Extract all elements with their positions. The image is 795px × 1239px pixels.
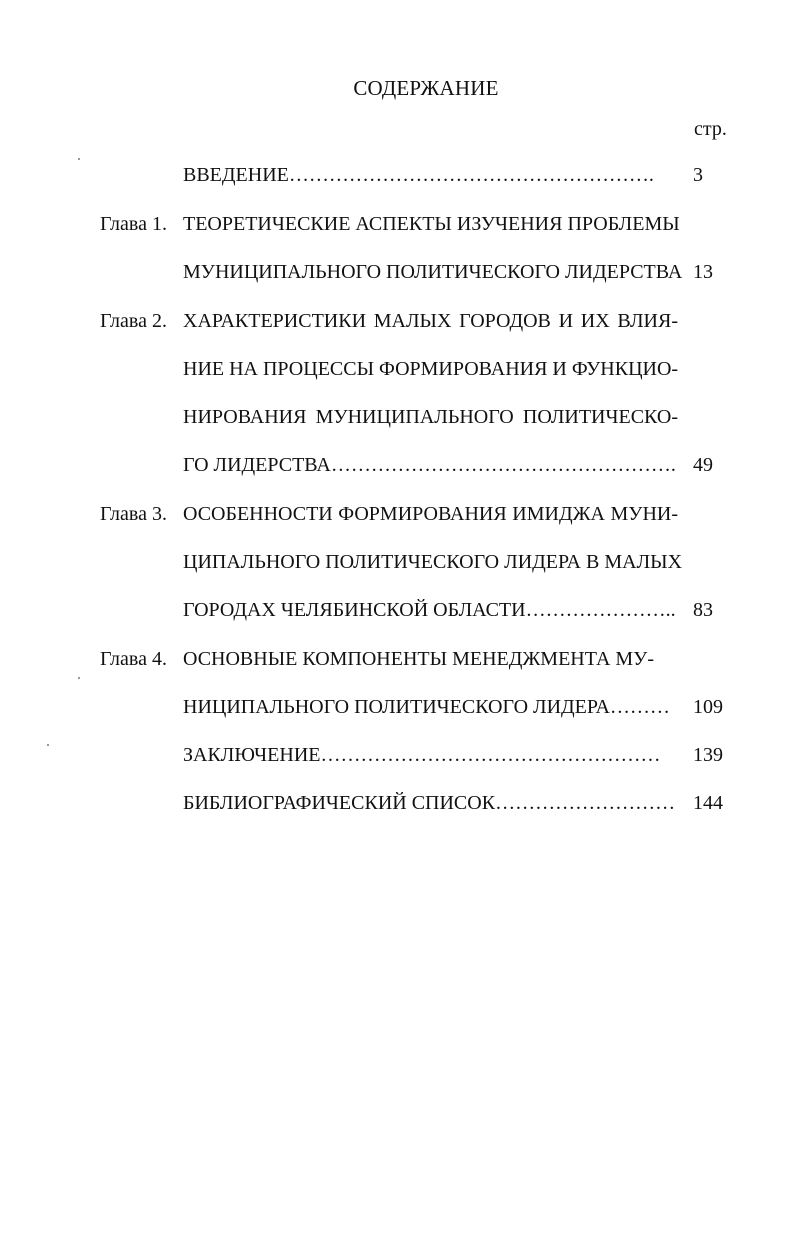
toc-page-number: 144 — [693, 792, 723, 814]
toc-chapter-line: ГО ЛИДЕРСТВА……………………………………………. — [183, 454, 676, 476]
toc-chapter-line: ТЕОРЕТИЧЕСКИЕ АСПЕКТЫ ИЗУЧЕНИЯ ПРОБЛЕМЫ — [183, 213, 680, 235]
toc-chapter-line: МУНИЦИПАЛЬНОГО ПОЛИТИЧЕСКОГО ЛИДЕРСТВА — [183, 261, 683, 283]
toc-chapter-line: НИЕ НА ПРОЦЕССЫ ФОРМИРОВАНИЯ И ФУНКЦИО- — [183, 358, 679, 380]
toc-leader-dots: ……………………… — [495, 792, 676, 814]
toc-chapter-line: ОСОБЕННОСТИ ФОРМИРОВАНИЯ ИМИДЖА МУНИ- — [183, 503, 678, 525]
toc-page-number: 83 — [693, 599, 713, 621]
toc-chapter-line: ХАРАКТЕРИСТИКИ МАЛЫХ ГОРОДОВ И ИХ ВЛИЯ- — [183, 310, 678, 332]
toc-chapter-line: ОСНОВНЫЕ КОМПОНЕНТЫ МЕНЕДЖМЕНТА МУ- — [183, 648, 655, 670]
toc-chapter-line: ГОРОДАХ ЧЕЛЯБИНСКОЙ ОБЛАСТИ………………….. — [183, 599, 676, 621]
scan-speck — [47, 744, 49, 746]
toc-entry-title: ВВЕДЕНИЕ — [183, 164, 289, 186]
toc-page-number: 3 — [693, 164, 703, 186]
toc-chapter-label: Глава 2. — [100, 310, 167, 332]
toc-chapter-line: НИРОВАНИЯ МУНИЦИПАЛЬНОГО ПОЛИТИЧЕСКО- — [183, 406, 678, 428]
toc-chapter-line: ЦИПАЛЬНОГО ПОЛИТИЧЕСКОГО ЛИДЕРА В МАЛЫХ — [183, 551, 683, 573]
page-column-header: стр. — [694, 118, 727, 140]
toc-entry-introduction — [183, 163, 654, 187]
toc-leader-dots: ………………………………………………. — [288, 164, 654, 186]
toc-page-number: 139 — [693, 744, 723, 766]
page-title: СОДЕРЖАНИЕ — [353, 76, 499, 100]
toc-entry-conclusion — [183, 743, 660, 767]
toc-chapter-label: Глава 4. — [100, 648, 167, 670]
toc-chapter-line: НИЦИПАЛЬНОГО ПОЛИТИЧЕСКОГО ЛИДЕРА……… — [183, 696, 670, 718]
toc-entry-title: БИБЛИОГРАФИЧЕСКИЙ СПИСОК — [183, 792, 496, 814]
toc-page-number: 13 — [693, 261, 713, 283]
toc-entry-title: ЗАКЛЮЧЕНИЕ — [183, 744, 321, 766]
toc-chapter-label: Глава 3. — [100, 503, 167, 525]
toc-entry-bibliography — [183, 791, 675, 815]
toc-chapter-label: Глава 1. — [100, 213, 167, 235]
toc-page-number: 49 — [693, 454, 713, 476]
scan-speck — [78, 677, 80, 679]
scan-speck — [78, 158, 80, 160]
toc-page-number: 109 — [693, 696, 723, 718]
toc-leader-dots: …………………………………………… — [320, 744, 661, 766]
